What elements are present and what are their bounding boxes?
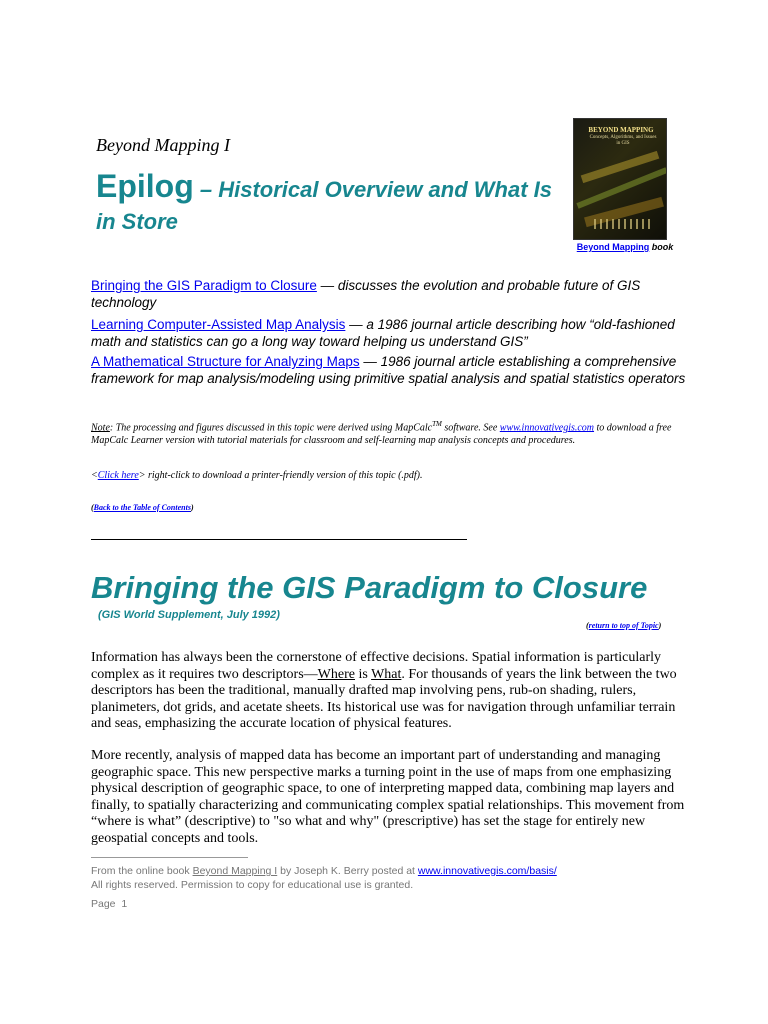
where-term: Where bbox=[317, 666, 355, 682]
section-divider bbox=[91, 539, 467, 540]
footer-text: by Joseph K. Berry posted at bbox=[277, 865, 418, 877]
toc-link-mathematical-structure[interactable]: A Mathematical Structure for Analyzing Maps bbox=[91, 354, 360, 369]
body-paragraph-2: More recently, analysis of mapped data has become an important part of understanding and managing geographic space. This new perspective marks a turning point in the use of maps from one emphasizing physical description of geographic space, to one of interpreting mapped data, combining map layers and finally, to spatially characterizing and communicating complex spatial relationships. This movement from “where is what” (descriptive) to "so what and why" (prescriptive) has set the stage for entirely new geospatial concepts and tools. bbox=[91, 748, 685, 846]
note-paragraph bbox=[91, 418, 691, 447]
footer-divider bbox=[91, 857, 248, 858]
what-term: What bbox=[371, 666, 402, 682]
note-label: Note bbox=[91, 422, 110, 434]
pdf-download-text: > right-click to download a printer-friendly version of this topic (.pdf). bbox=[138, 470, 423, 481]
footer-rights: All rights reserved. Permission to copy for educational use is granted. bbox=[91, 879, 414, 891]
paren: ( bbox=[586, 621, 589, 630]
section-subtitle: (GIS World Supplement, July 1992) bbox=[98, 609, 280, 621]
return-to-top-link[interactable]: return to top of Topic bbox=[588, 621, 659, 630]
note-text: to download a free MapCalc Learner version with tutorial materials for classroom and self-learning map analysis concepts and procedures. bbox=[91, 422, 672, 447]
toc-item bbox=[91, 353, 691, 387]
page-value: 1 bbox=[121, 898, 128, 910]
book-cover-subtitle: Concepts, Algorithms, and Issues in GIS bbox=[589, 135, 657, 146]
footer-url-link[interactable]: www.innovativegis.com/basis/ bbox=[417, 865, 557, 877]
toc-link-paradigm-closure[interactable]: Bringing the GIS Paradigm to Closure bbox=[91, 278, 317, 293]
section-title: Bringing the GIS Paradigm to Closure bbox=[91, 570, 648, 605]
book-cover-image[interactable] bbox=[573, 118, 667, 240]
cover-caption-tail: book bbox=[649, 242, 674, 252]
body-paragraph-1 bbox=[91, 650, 691, 733]
toc-description: — discusses the evolution and probable future of GIS technology bbox=[91, 278, 641, 310]
pdf-download-line bbox=[91, 470, 691, 481]
book-title: Beyond Mapping I bbox=[96, 135, 230, 155]
innovativegis-link[interactable]: www.innovativegis.com bbox=[499, 422, 595, 434]
epilog-heading-main: Epilog bbox=[96, 168, 194, 204]
cover-circuit-graphic bbox=[594, 219, 654, 229]
paren: ) bbox=[658, 621, 662, 630]
click-here-link[interactable]: Click here bbox=[97, 470, 139, 481]
note-text: software. See bbox=[441, 422, 500, 434]
paragraph-text: . For thousands of years the link between the two descriptors has been the traditional, manually drafted map involving pens, rub-on shading, rulers, planimeters, dot grids, and acetate sheets. Its historical use was for navigation through unfamiliar terrain and seas, emphasizing the accurate location of physical features. bbox=[91, 666, 677, 731]
toc-link-learning-map-analysis[interactable]: Learning Computer-Assisted Map Analysis bbox=[91, 317, 346, 332]
page-label: Page bbox=[91, 898, 116, 910]
paren: ( bbox=[91, 503, 94, 512]
pdf-lt: < bbox=[91, 470, 98, 481]
paren: ) bbox=[190, 503, 194, 512]
book-cover-caption bbox=[560, 242, 690, 252]
page-number bbox=[91, 898, 127, 910]
back-to-toc-link[interactable]: Back to the Table of Contents bbox=[93, 503, 191, 512]
footer-source bbox=[91, 865, 711, 877]
return-to-top bbox=[586, 621, 661, 630]
note-text: : The processing and figures discussed in this topic were derived using MapCalc bbox=[109, 422, 433, 434]
toc-item bbox=[91, 316, 691, 350]
beyond-mapping-book-link[interactable]: Beyond Mapping bbox=[576, 242, 650, 252]
toc-item bbox=[91, 277, 691, 311]
footer-book-title: Beyond Mapping I bbox=[192, 865, 278, 877]
paragraph-text: Information has always been the cornerstone of effective decisions. Spatial information is particularly complex as it requires two descriptors— bbox=[91, 650, 662, 682]
back-to-toc bbox=[91, 503, 194, 512]
book-cover-title: BEYOND MAPPING bbox=[588, 126, 654, 134]
epilog-heading bbox=[96, 168, 566, 239]
trademark-mark: TM bbox=[432, 420, 442, 428]
toc-description: — 1986 journal article establishing a comprehensive framework for map analysis/modeling using primitive spatial analysis and spatial statistics operators bbox=[91, 354, 686, 386]
toc-description: — a 1986 journal article describing how “old-fashioned math and statistics can go a long way toward helping us understand GIS” bbox=[91, 317, 675, 349]
paragraph-text: is bbox=[354, 666, 372, 682]
epilog-heading-rest: – Historical Overview and What Is in Store bbox=[96, 177, 552, 234]
footer-text: From the online book bbox=[91, 865, 193, 877]
